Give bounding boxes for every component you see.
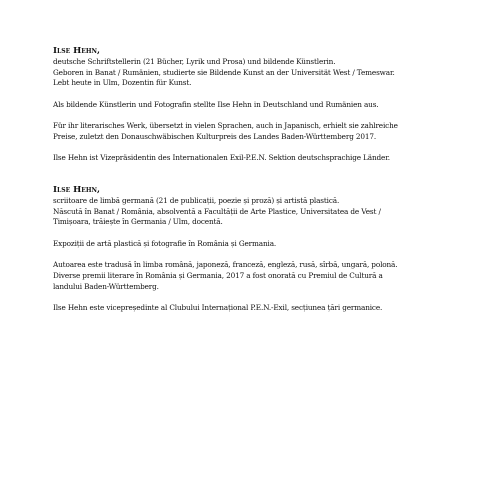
literary-line: landului Baden-Württemberg. <box>53 281 159 291</box>
art-paragraph-de <box>53 100 453 111</box>
german-biography <box>53 46 453 164</box>
intro-line: Lebt heute in Ulm, Dozentin für Kunst. <box>53 78 192 88</box>
pen-paragraph-ro <box>53 303 453 314</box>
biography-document <box>53 46 453 314</box>
intro-line: scriitoare de limbă germană (21 de publicații, poezie și proză) și artistă plastică. <box>53 195 340 205</box>
art-paragraph-ro <box>53 239 453 250</box>
intro-line: Timișoara, trăiește în Germania / Ulm, docentă. <box>53 217 223 227</box>
literary-paragraph-de <box>53 121 453 142</box>
intro-paragraph-de <box>53 57 453 89</box>
author-name-de: Ilse Hehn, <box>53 46 100 56</box>
intro-line: Geboren in Banat / Rumänien, studierte sie Bildende Kunst an der Universität West / Temeswar. <box>53 67 395 77</box>
art-line: Expoziții de artă plastică și fotografie în România și Germania. <box>53 238 277 248</box>
author-name-ro: Ilse Hehn, <box>53 184 100 195</box>
literary-line: Diverse premii literare în România și Germania, 2017 a fost onorată cu Premiul de Cultură a <box>53 270 383 280</box>
literary-paragraph-ro <box>53 260 453 292</box>
romanian-biography <box>53 185 453 314</box>
art-line: Als bildende Künstlerin und Fotografin stellte Ilse Hehn in Deutschland und Rumänien aus. <box>53 99 379 109</box>
literary-line: Für ihr literarisches Werk, übersetzt in vielen Sprachen, auch in Japanisch, erhielt sie zahlreiche <box>53 121 398 131</box>
intro-line: Născută în Banat / România, absolventă a Facultății de Arte Plastice, Universitatea de Vest / <box>53 206 381 216</box>
literary-line: Preise, zuletzt den Donauschwäbischen Kulturpreis des Landes Baden-Württemberg 2017. <box>53 131 377 141</box>
pen-line: Ilse Hehn ist Vizepräsidentin des Internationalen Exil-P.E.N. Sektion deutschsprachige Länder. <box>53 153 390 163</box>
pen-line: Ilse Hehn este vicepreședinte al Clubului Internațional P.E.N.-Exil, secțiunea țări germanice. <box>53 302 383 312</box>
intro-paragraph-ro <box>53 196 453 228</box>
pen-paragraph-de <box>53 153 453 164</box>
intro-line: deutsche Schriftstellerin (21 Bücher, Lyrik und Prosa) und bildende Künstlerin. <box>53 57 336 66</box>
literary-line: Autoarea este tradusă în limba română, japoneză, franceză, engleză, rusă, sîrbă, ungară, polonă. <box>53 260 398 270</box>
